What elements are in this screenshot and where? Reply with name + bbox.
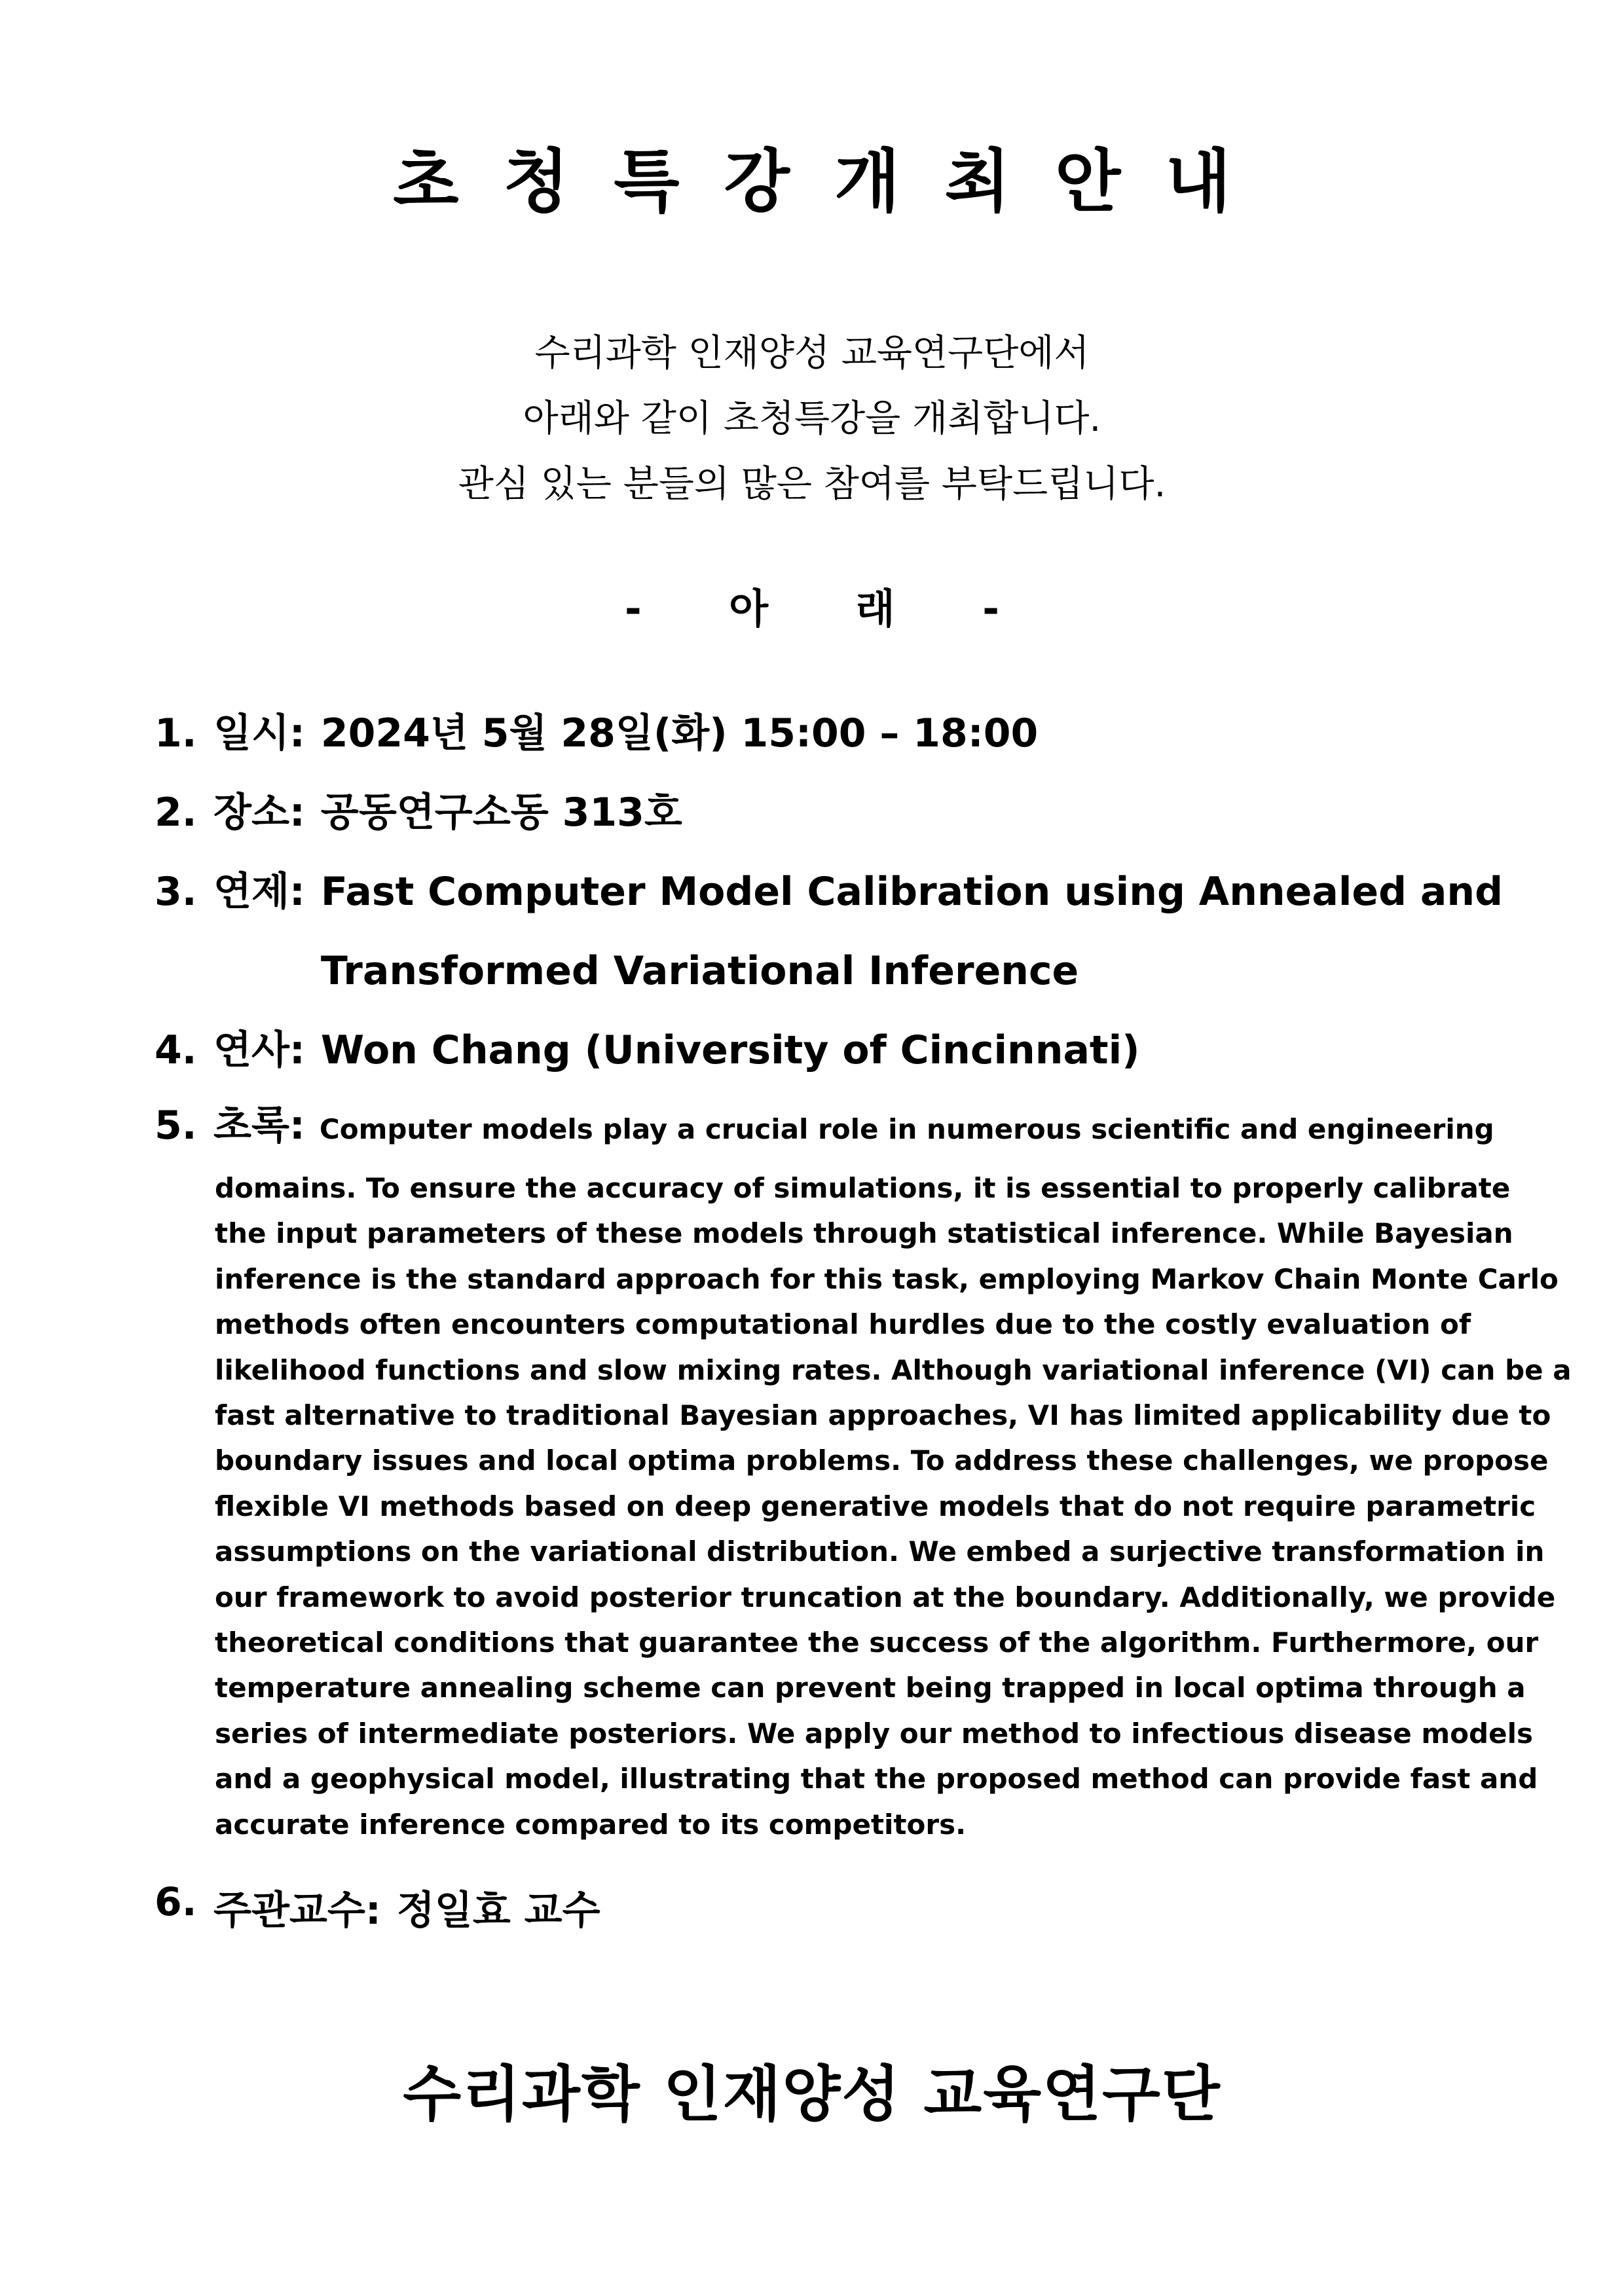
intro-line: 수리과학 인재양성 교육연구단에서 [534,332,1090,375]
abstract-line: assumptions on the variational distribution. We embed a surjective transformation in [215,1535,1545,1568]
detail-item-datetime [155,694,1490,773]
intro-text [0,321,1624,517]
item-label: 일시: [213,710,305,756]
abstract-line: and a geophysical model, illustrating that the proposed method can provide fast and [215,1763,1538,1795]
item-value: 공동연구소동 313호 [320,790,682,835]
detail-item-location [155,773,1490,853]
item-number: 5. [155,1103,197,1148]
organization-footer: 수리과학 인재양성 교육연구단 [403,2059,1221,2129]
abstract-line: Computer models play a crucial role in numerous scientific and engineering [319,1113,1494,1145]
item-label: 장소: [213,790,305,835]
details-list [155,694,1504,1150]
item-label: 주관교수: [213,1888,381,1934]
detail-item-speaker [155,1011,1490,1090]
abstract-line: temperature annealing scheme can prevent being trapped in local optima through a [215,1672,1526,1704]
abstract-line: likelihood functions and slow mixing rates. Although variational inference (VI) can be a [215,1353,1572,1386]
detail-item-abstract [155,1094,1494,1150]
item-number: 3. [155,869,197,915]
item-number: 1. [155,710,197,756]
abstract-line: domains. To ensure the accuracy of simulations, it is essential to properly calibrate [215,1172,1511,1204]
item-number: 2. [155,790,197,835]
abstract-line: boundary issues and local optima problems. To address these challenges, we propose [215,1444,1549,1477]
intro-line: 아래와 같이 초청특강을 개최합니다. [523,397,1101,440]
item-number: 4. [155,1027,197,1073]
item-label: 연사: [213,1027,305,1073]
section-separator: - 아 래 - [624,585,1036,633]
item-value [321,853,1503,1011]
abstract-line: theoretical conditions that guarantee the success of the algorithm. Furthermore, our [215,1626,1539,1659]
abstract-line: the input parameters of these models through statistical inference. While Bayesian [215,1217,1513,1250]
abstract-line: flexible VI methods based on deep generative models that do not require parametric [215,1490,1536,1522]
item-number: 6. [155,1879,197,1925]
item-value: 정일효 교수 [396,1888,600,1934]
abstract-line: inference is the standard approach for this task, employing Markov Chain Monte Carlo [215,1262,1559,1295]
abstract-line: accurate inference compared to its competitors. [215,1808,967,1841]
talk-title-line: Transformed Variational Inference [320,948,1079,994]
item-label: 초록: [213,1103,305,1148]
talk-title-line: Fast Computer Model Calibration using Annealed and [320,869,1504,915]
page-title: 초청특강개최안내 [393,141,1276,221]
abstract-line: our framework to avoid posterior truncation at the boundary. Additionally, we provide [215,1581,1556,1613]
item-label: 연제: [213,869,305,915]
abstract-body [215,1166,1572,1847]
intro-line: 관심 있는 분들의 많은 참여를 부탁드립니다. [458,463,1166,505]
item-value: Won Chang (University of Cincinnati) [320,1027,1140,1073]
abstract-line: methods often encounters computational hurdles due to the costly evaluation of [215,1308,1471,1341]
item-value: 2024년 5월 28일(화) 15:00 – 18:00 [320,710,1039,756]
detail-item-host [155,1879,600,1936]
abstract-line: fast alternative to traditional Bayesian approaches, VI has limited applicability due to [215,1399,1551,1432]
detail-item-talk-title [155,853,1504,1011]
abstract-line: series of intermediate posteriors. We apply our method to infectious disease models [215,1717,1533,1750]
